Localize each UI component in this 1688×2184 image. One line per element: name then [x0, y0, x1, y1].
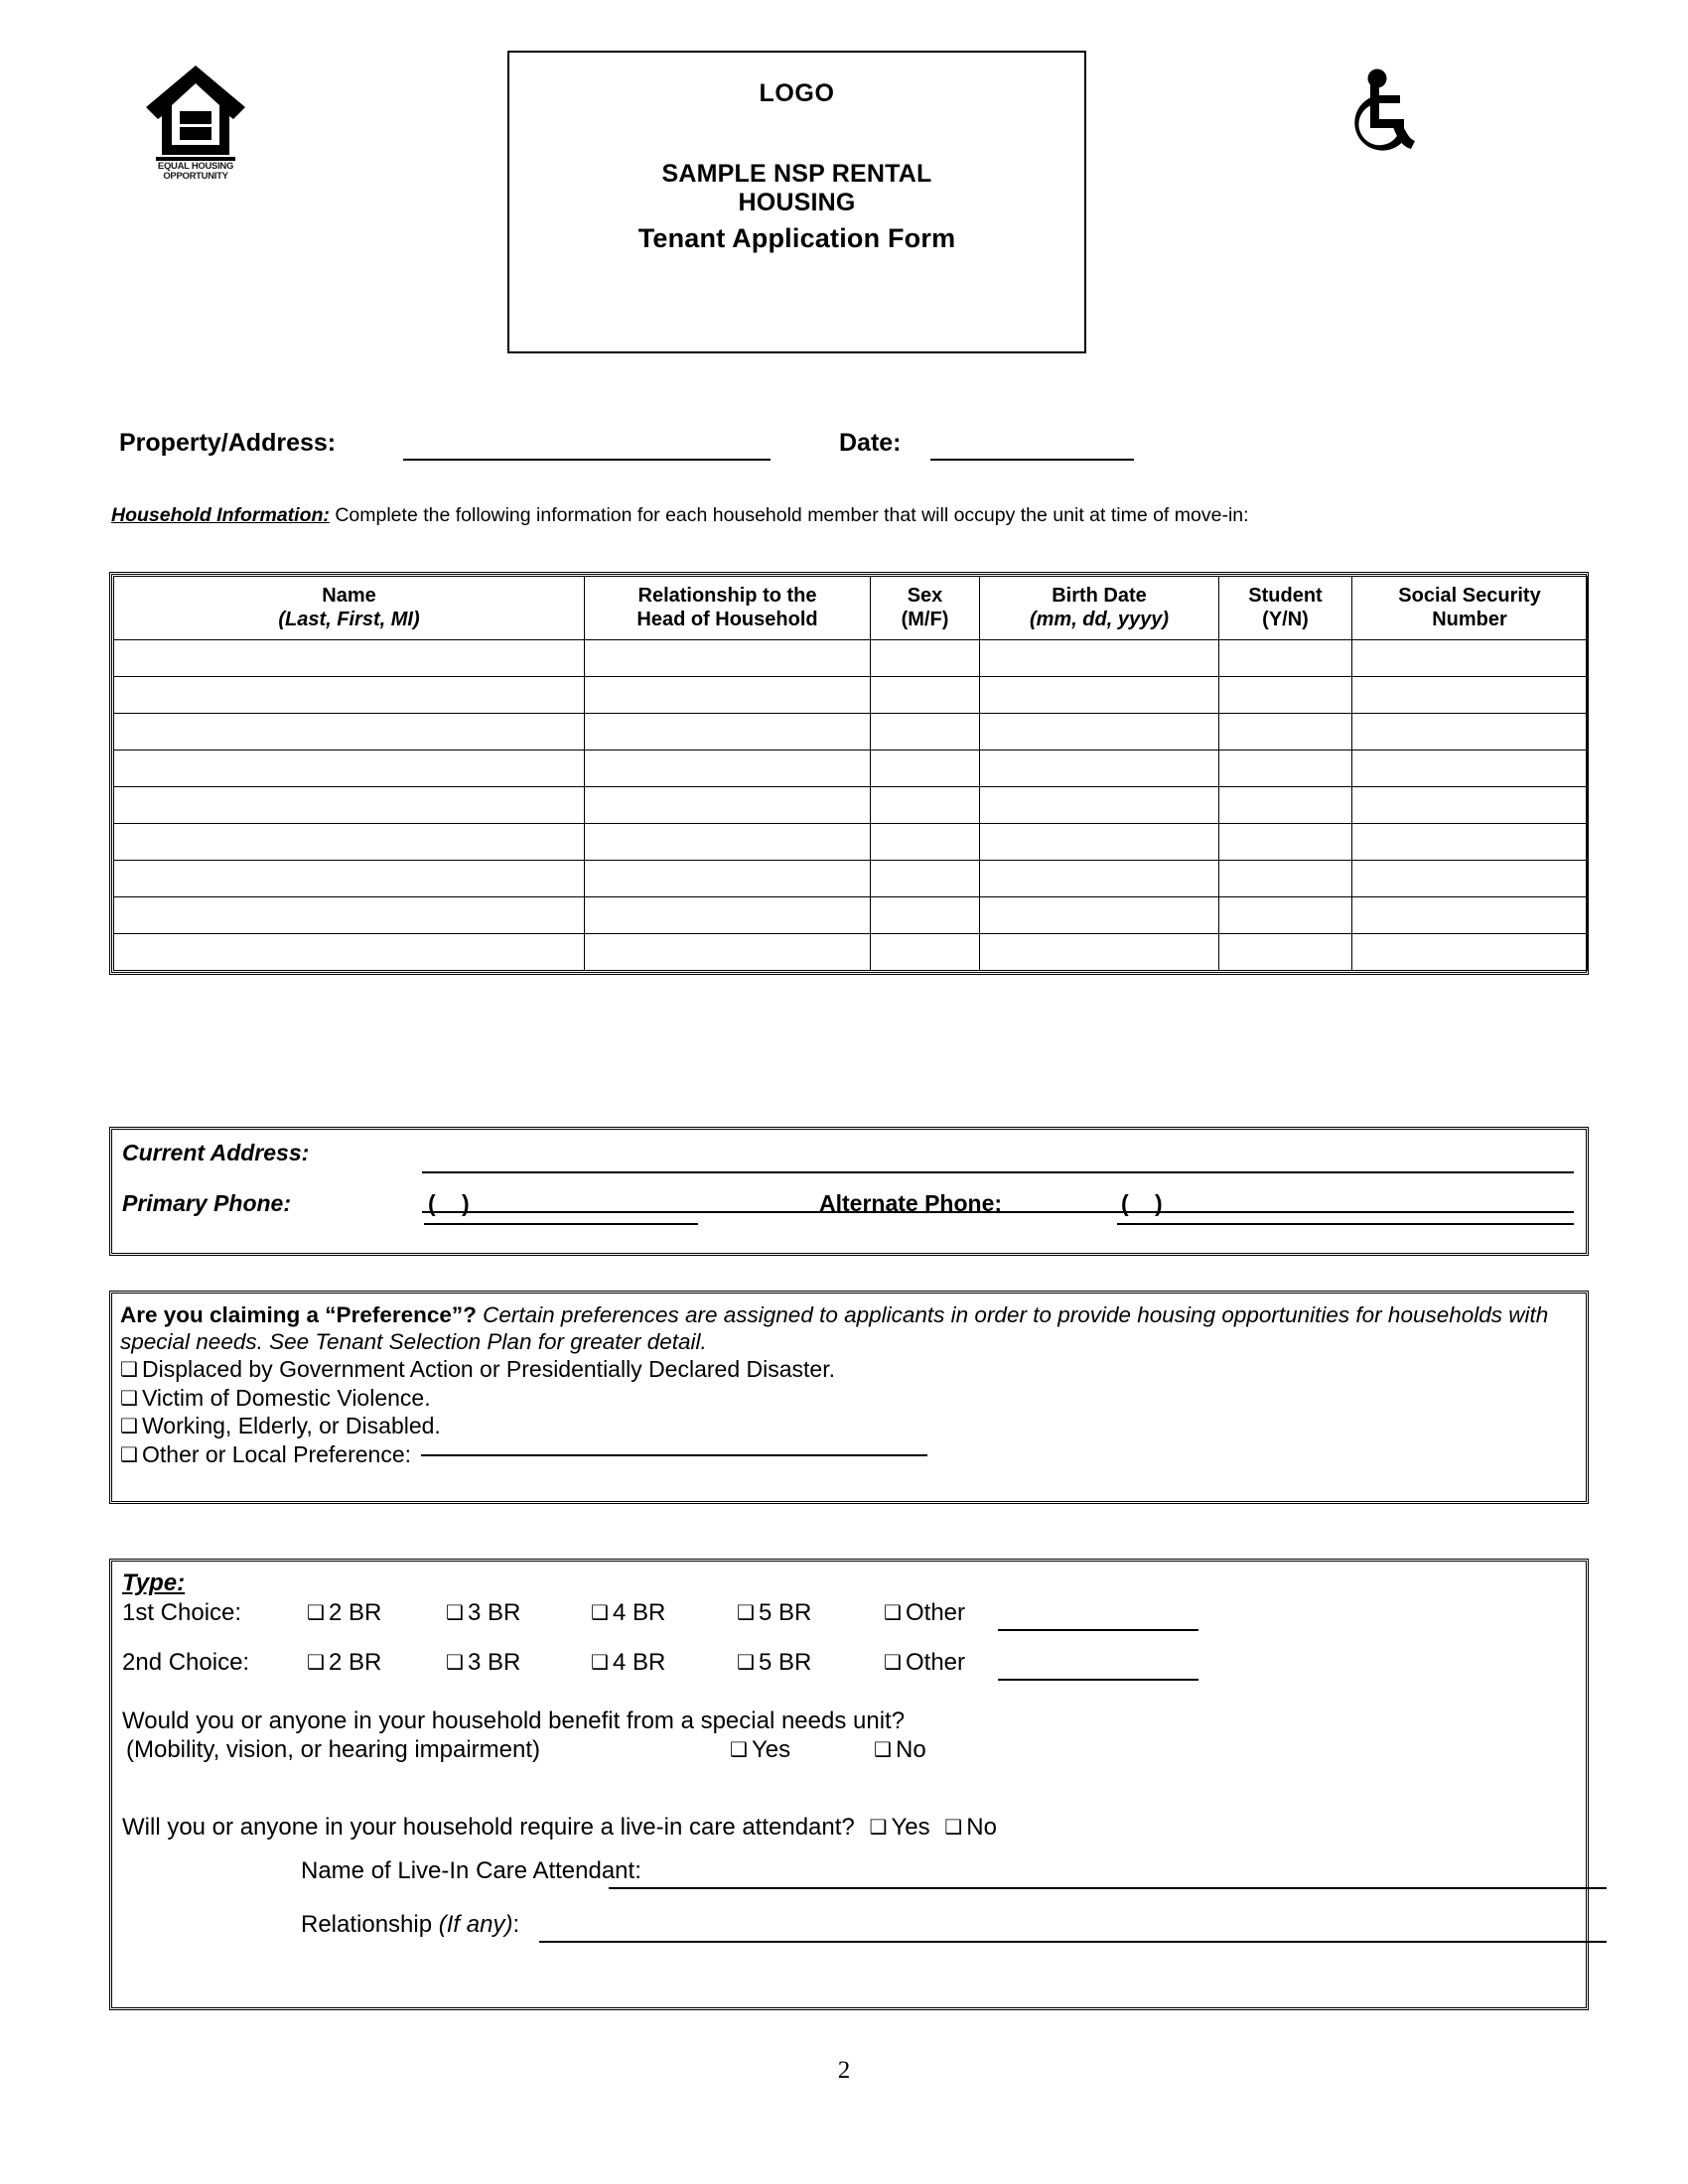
checkbox-icon[interactable]: ❑ — [120, 1414, 138, 1437]
attendant-name-row — [122, 1857, 1586, 1903]
table-cell[interactable] — [585, 897, 871, 934]
current-address-input-line1[interactable] — [422, 1171, 1574, 1173]
logo-placeholder-text: LOGO — [759, 79, 835, 107]
table-row — [114, 751, 1588, 787]
table-cell[interactable] — [1352, 787, 1588, 824]
column-title: Birth Date — [1052, 585, 1147, 607]
table-cell[interactable] — [1219, 824, 1352, 861]
checkbox-icon[interactable]: ❑ — [446, 1600, 464, 1624]
page-title: Tenant Application Form — [637, 223, 956, 253]
current-address-label: Current Address: — [122, 1140, 310, 1165]
table-cell[interactable] — [871, 861, 980, 897]
table-cell[interactable] — [1352, 677, 1588, 714]
table-cell[interactable] — [1219, 640, 1352, 677]
special-needs-no-option[interactable] — [874, 1736, 926, 1764]
preference-question — [120, 1301, 1578, 1355]
option-label: 4 BR — [613, 1599, 666, 1626]
equal-housing-opportunity-logo — [142, 62, 249, 186]
table-cell[interactable] — [1352, 934, 1588, 971]
table-cell[interactable] — [980, 824, 1219, 861]
table-cell[interactable] — [1219, 934, 1352, 971]
table-cell[interactable] — [871, 751, 980, 787]
primary-phone-label: Primary Phone: — [122, 1190, 291, 1216]
date-input[interactable] — [930, 459, 1134, 461]
table-cell[interactable] — [585, 934, 871, 971]
wheelchair-accessibility-icon — [1345, 68, 1425, 157]
first-choice-option-4br[interactable] — [591, 1599, 665, 1627]
option-label: 3 BR — [468, 1649, 521, 1676]
first-choice-row — [122, 1597, 1586, 1647]
table-cell[interactable] — [114, 824, 585, 861]
current-address-block — [109, 1127, 1589, 1256]
preference-option-label: Displaced by Government Action or Presidentially Declared Disaster. — [142, 1356, 835, 1382]
checkbox-icon[interactable]: ❑ — [307, 1600, 325, 1624]
eho-house-icon — [142, 62, 249, 161]
property-date-row — [119, 429, 1529, 469]
table-row — [114, 677, 1588, 714]
column-subtitle: (M/F) — [901, 609, 949, 630]
table-header-row — [114, 577, 1588, 640]
table-cell[interactable] — [1352, 861, 1588, 897]
option-label: Yes — [752, 1736, 791, 1763]
table-cell[interactable] — [1219, 861, 1352, 897]
table-row — [114, 640, 1588, 677]
household-information-heading: Household Information: — [111, 504, 330, 526]
table-cell[interactable] — [980, 677, 1219, 714]
table-cell[interactable] — [1219, 677, 1352, 714]
column-subtitle: (Last, First, MI) — [278, 609, 420, 630]
option-label: 2 BR — [329, 1599, 382, 1626]
organization-name-line1: SAMPLE NSP RENTAL — [661, 160, 932, 188]
second-choice-option-2br[interactable] — [307, 1649, 381, 1677]
alternate-phone-input[interactable] — [1117, 1223, 1574, 1225]
table-cell[interactable] — [114, 897, 585, 934]
column-title: Name — [322, 585, 376, 607]
option-label: 5 BR — [759, 1599, 812, 1626]
organization-name — [509, 160, 1084, 217]
attendant-relationship-label-text: Relationship — [301, 1911, 439, 1938]
table-cell[interactable] — [980, 861, 1219, 897]
table-cell[interactable] — [1219, 787, 1352, 824]
table-cell[interactable] — [114, 861, 585, 897]
page-number: 2 — [837, 2057, 851, 2084]
option-label: Yes — [891, 1814, 930, 1841]
attendant-no-option[interactable] — [944, 1814, 997, 1841]
table-cell[interactable] — [980, 640, 1219, 677]
table-cell[interactable] — [980, 787, 1219, 824]
table-cell[interactable] — [980, 897, 1219, 934]
checkbox-icon[interactable]: ❑ — [591, 1600, 609, 1624]
option-label: 5 BR — [759, 1649, 812, 1676]
attendant-yes-option[interactable] — [869, 1814, 929, 1841]
first-choice-label: 1st Choice: — [122, 1599, 242, 1626]
eho-caption-line1: EQUAL HOUSING — [157, 161, 234, 172]
table-cell[interactable] — [1352, 751, 1588, 787]
checkbox-icon[interactable]: ❑ — [874, 1737, 892, 1761]
table-row — [114, 934, 1588, 971]
option-label: 2 BR — [329, 1649, 382, 1676]
table-cell[interactable] — [585, 714, 871, 751]
option-label: 3 BR — [468, 1599, 521, 1626]
table-cell[interactable] — [871, 787, 980, 824]
table-cell[interactable] — [980, 751, 1219, 787]
first-choice-option-other[interactable] — [884, 1599, 965, 1627]
column-title: Sex — [907, 585, 943, 607]
preference-option-other[interactable] — [120, 1441, 1578, 1469]
checkbox-icon[interactable]: ❑ — [446, 1650, 464, 1674]
table-cell[interactable] — [871, 934, 980, 971]
table-cell[interactable] — [871, 714, 980, 751]
table-cell[interactable] — [114, 714, 585, 751]
table-cell[interactable] — [871, 897, 980, 934]
preference-option-label: Victim of Domestic Violence. — [142, 1384, 431, 1411]
table-cell[interactable] — [585, 751, 871, 787]
preference-question-italic: Certain preferences are assigned to applicants in order to provide housing opportunities for households with special needs. See Tenant Selection Plan for greater detail. — [120, 1302, 1549, 1354]
table-cell[interactable] — [585, 861, 871, 897]
table-row — [114, 787, 1588, 824]
table-cell[interactable] — [1352, 640, 1588, 677]
table-cell[interactable] — [585, 640, 871, 677]
checkbox-icon[interactable]: ❑ — [120, 1357, 138, 1381]
preference-option-working-elderly-disabled[interactable] — [120, 1413, 1578, 1440]
column-subtitle: Number — [1432, 609, 1507, 630]
table-cell[interactable] — [871, 824, 980, 861]
table-cell[interactable] — [1219, 897, 1352, 934]
table-row — [114, 714, 1588, 751]
preference-option-label: Working, Elderly, or Disabled. — [142, 1413, 441, 1438]
table-cell[interactable] — [114, 751, 585, 787]
table-row — [114, 861, 1588, 897]
household-information-text: Complete the following information for each household member that will occupy the unit at time of move-in: — [335, 504, 1249, 526]
primary-phone-area-code[interactable]: ( ) — [428, 1190, 480, 1216]
table-cell[interactable] — [1219, 751, 1352, 787]
option-label: 4 BR — [613, 1649, 666, 1676]
table-cell[interactable] — [980, 714, 1219, 751]
checkbox-icon[interactable]: ❑ — [730, 1737, 748, 1761]
table-cell[interactable] — [114, 640, 585, 677]
special-needs-question: Would you or anyone in your household benefit from a special needs unit? — [122, 1707, 906, 1734]
table-cell[interactable] — [114, 934, 585, 971]
attendant-name-label: Name of Live-In Care Attendant: — [301, 1857, 641, 1884]
first-choice-option-5br[interactable] — [737, 1599, 811, 1627]
column-header-relationship — [585, 577, 871, 640]
first-choice-other-input[interactable] — [998, 1629, 1198, 1631]
live-in-attendant-question-row — [122, 1814, 1586, 1842]
second-choice-option-3br[interactable] — [446, 1649, 520, 1677]
column-subtitle: Head of Household — [636, 609, 818, 630]
property-address-label: Property/Address: — [119, 429, 337, 457]
live-in-attendant-question: Will you or anyone in your household require a live-in care attendant? — [122, 1814, 855, 1841]
checkbox-icon[interactable]: ❑ — [120, 1441, 138, 1466]
attendant-relationship-row — [122, 1911, 1586, 1957]
property-address-input[interactable] — [403, 459, 771, 461]
column-title: Relationship to the — [637, 585, 817, 607]
second-choice-other-input[interactable] — [998, 1679, 1198, 1681]
checkbox-icon[interactable]: ❑ — [869, 1815, 888, 1839]
checkbox-icon[interactable]: ❑ — [944, 1815, 963, 1839]
column-header-name — [114, 577, 585, 640]
checkbox-icon[interactable]: ❑ — [884, 1600, 902, 1624]
table-cell[interactable] — [1219, 714, 1352, 751]
table-cell[interactable] — [871, 640, 980, 677]
second-choice-option-5br[interactable] — [737, 1649, 811, 1677]
second-choice-option-other[interactable] — [884, 1649, 965, 1677]
form-title-box — [507, 51, 1086, 353]
table-cell[interactable] — [980, 934, 1219, 971]
preference-option-label: Other or Local Preference: — [142, 1440, 412, 1467]
column-title: Student — [1248, 585, 1323, 607]
primary-phone-input[interactable] — [424, 1223, 698, 1225]
table-cell[interactable] — [871, 677, 980, 714]
option-label: No — [896, 1736, 926, 1763]
preference-option-displaced[interactable] — [120, 1356, 1578, 1384]
table-cell[interactable] — [1352, 897, 1588, 934]
attendant-relationship-label — [301, 1911, 519, 1939]
organization-name-line2: HOUSING — [738, 189, 856, 216]
eho-caption-line2: OPPORTUNITY — [163, 170, 228, 182]
attendant-name-input[interactable] — [609, 1887, 1607, 1889]
column-subtitle: (mm, dd, yyyy) — [1029, 609, 1170, 630]
attendant-relationship-label-colon: : — [512, 1911, 520, 1938]
special-needs-yes-option[interactable] — [730, 1736, 790, 1764]
household-members-table — [109, 572, 1589, 975]
column-header-birth-date — [980, 577, 1219, 640]
option-label: No — [966, 1814, 997, 1841]
attendant-relationship-input[interactable] — [539, 1941, 1607, 1943]
table-cell[interactable] — [585, 824, 871, 861]
table-cell[interactable] — [114, 677, 585, 714]
option-label: Other — [906, 1599, 966, 1626]
checkbox-icon[interactable]: ❑ — [591, 1650, 609, 1674]
date-label: Date: — [839, 429, 902, 457]
table-row — [114, 897, 1588, 934]
first-choice-option-2br[interactable] — [307, 1599, 381, 1627]
preference-block — [109, 1291, 1589, 1504]
table-cell[interactable] — [585, 677, 871, 714]
alternate-phone-area-code[interactable]: ( ) — [1121, 1190, 1173, 1216]
alternate-phone-label: Alternate Phone: — [819, 1190, 1003, 1216]
column-header-student — [1219, 577, 1352, 640]
table-cell[interactable] — [1352, 824, 1588, 861]
checkbox-icon[interactable]: ❑ — [737, 1600, 755, 1624]
column-header-ssn — [1352, 577, 1588, 640]
preference-other-input[interactable] — [421, 1454, 927, 1456]
table-cell[interactable] — [114, 787, 585, 824]
unit-type-block — [109, 1559, 1589, 2010]
checkbox-icon[interactable]: ❑ — [120, 1385, 138, 1410]
second-choice-row — [122, 1647, 1586, 1697]
unit-type-title: Type: — [122, 1570, 186, 1596]
table-row — [114, 824, 1588, 861]
special-needs-answer-row — [122, 1736, 1586, 1770]
column-subtitle: (Y/N) — [1262, 609, 1309, 630]
column-title: Social Security — [1398, 585, 1541, 607]
household-information-instruction — [111, 504, 1571, 527]
special-needs-subtext: (Mobility, vision, or hearing impairment) — [126, 1736, 541, 1763]
preference-question-bold: Are you claiming a “Preference”? — [120, 1302, 477, 1327]
second-choice-label: 2nd Choice: — [122, 1649, 250, 1676]
table-cell[interactable] — [585, 787, 871, 824]
attendant-relationship-label-italic: (If any) — [438, 1911, 513, 1938]
first-choice-option-3br[interactable] — [446, 1599, 520, 1627]
table-cell[interactable] — [1352, 714, 1588, 751]
eho-caption — [142, 162, 249, 181]
checkbox-icon[interactable]: ❑ — [884, 1650, 902, 1674]
second-choice-option-4br[interactable] — [591, 1649, 665, 1677]
checkbox-icon[interactable]: ❑ — [737, 1650, 755, 1674]
checkbox-icon[interactable]: ❑ — [307, 1650, 325, 1674]
option-label: Other — [906, 1649, 966, 1676]
column-header-sex — [871, 577, 980, 640]
preference-option-domestic-violence[interactable] — [120, 1385, 1578, 1413]
